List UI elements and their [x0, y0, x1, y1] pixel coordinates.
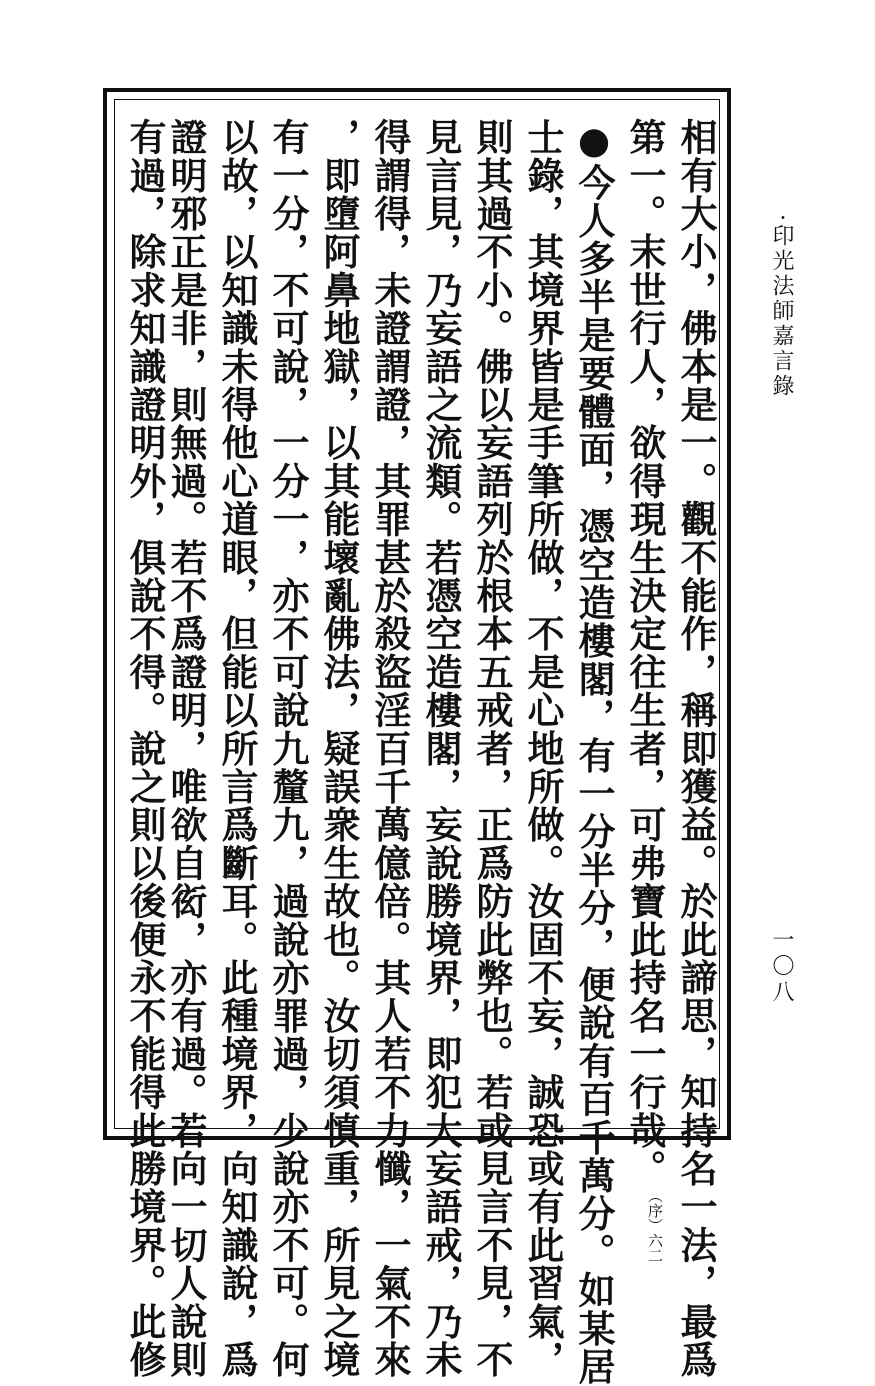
text-column-12: 有過，除求知識證明外，俱說不得。說之則以後便永不能得此勝境界。此修 — [123, 118, 167, 1379]
text-column-5: 則其過不小。佛以妄語列於根本五戒者，正爲防此弊也。若或見言不見，不 — [470, 118, 514, 1379]
text-column-6: 見言見，乃妄語之流類。若憑空造樓閣，妄說勝境界，即犯大妄語戒，乃未 — [419, 118, 463, 1379]
text-column-2-body: 第一。末世行人，欲得現生決定往生者，可弗寶此持名一行哉。 — [623, 118, 667, 1188]
source-note: （序）六二 — [646, 1187, 664, 1263]
text-column-7: 得謂得，未證謂證，其罪甚於殺盜淫百千萬億倍。其人若不力懺，一氣不來 — [368, 118, 412, 1379]
book-title: ·印光法師嘉言錄 — [769, 214, 794, 399]
text-column-4: 士錄，其境界皆是手筆所做，不是心地所做。汝固不妄，誠恐或有此習氣， — [521, 118, 565, 1379]
text-column-9: 有一分，不可說，一分一，亦不可說九釐九，過說亦罪過，少說亦不可。何 — [266, 118, 310, 1379]
text-column-1: 相有大小，佛本是一。觀不能作，稱即獲益。於此諦思，知持名一法，最爲 — [674, 118, 718, 1379]
text-column-11: 證明邪正是非，則無過。若不爲證明，唯欲自衒，亦有過。若向一切人說則 — [164, 118, 208, 1379]
text-column-3: ●今人多半是要體面，憑空造樓閣，有一分半分，便說有百千萬分。如某居 — [572, 118, 616, 1386]
text-column-2 — [622, 118, 668, 1263]
page-number: 一〇八 — [769, 928, 794, 1006]
text-column-8: ，即墮阿鼻地獄，以其能壞亂佛法，疑誤衆生故也。汝切須慎重，所見之境 — [317, 118, 361, 1379]
text-column-10: 以故，以知識未得他心道眼，但能以所言爲斷耳。此種境界，向知識說，爲 — [215, 118, 259, 1379]
